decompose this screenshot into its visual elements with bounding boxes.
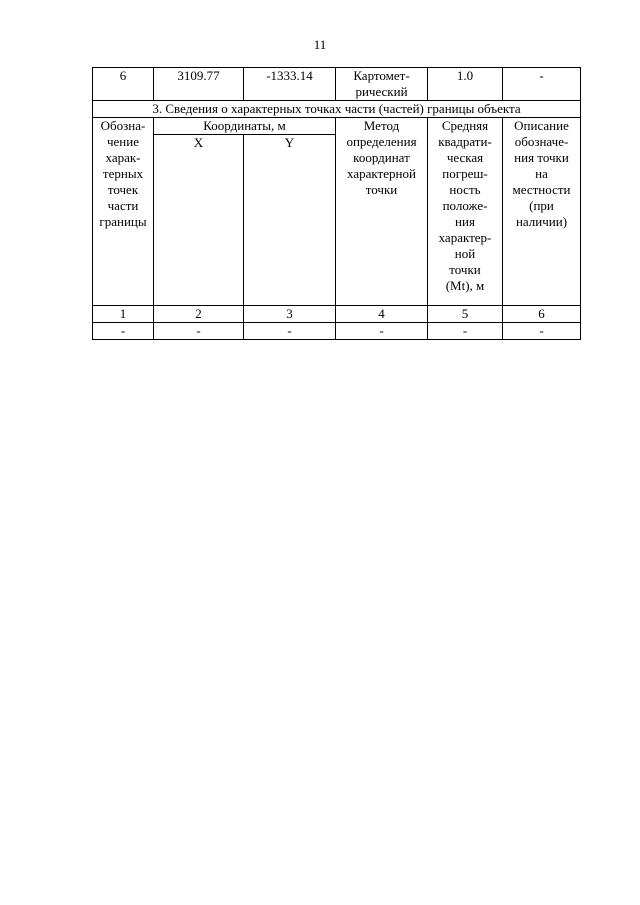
table-cell: - bbox=[503, 323, 581, 340]
table-cell: 6 bbox=[93, 68, 154, 101]
table-cell: - bbox=[503, 68, 581, 101]
boundary-points-table bbox=[92, 67, 581, 340]
header-description: Описание обозначе- ния точки на местности (при наличии) bbox=[503, 118, 581, 306]
table-row bbox=[93, 323, 581, 340]
column-number: 3 bbox=[244, 306, 336, 323]
column-number: 5 bbox=[428, 306, 503, 323]
table-cell: - bbox=[93, 323, 154, 340]
column-number: 6 bbox=[503, 306, 581, 323]
header-method: Метод определения координат характерной точки bbox=[336, 118, 428, 306]
column-number: 2 bbox=[154, 306, 244, 323]
column-number: 4 bbox=[336, 306, 428, 323]
section-title: 3. Сведения о характерных точках части (частей) границы объекта bbox=[93, 101, 581, 118]
page-number: 11 bbox=[313, 37, 327, 52]
table-cell: - bbox=[336, 323, 428, 340]
table-cell: 3109.77 bbox=[154, 68, 244, 101]
table-cell: - bbox=[154, 323, 244, 340]
section-row bbox=[93, 101, 581, 118]
column-number: 1 bbox=[93, 306, 154, 323]
table-row bbox=[93, 68, 581, 101]
table-cell: - bbox=[244, 323, 336, 340]
table-cell: - bbox=[428, 323, 503, 340]
header-x: X bbox=[154, 135, 244, 306]
table-cell: 1.0 bbox=[428, 68, 503, 101]
table-cell: -1333.14 bbox=[244, 68, 336, 101]
column-number-row bbox=[93, 306, 581, 323]
header-point-designation: Обозна- чение харак- терных точек части границы bbox=[93, 118, 154, 306]
header-coordinates: Координаты, м bbox=[154, 118, 336, 135]
header-y: Y bbox=[244, 135, 336, 306]
table-cell: Картомет- рический bbox=[336, 68, 428, 101]
header-row bbox=[93, 118, 581, 135]
header-error: Средняя квадрати- ческая погреш- ность положе- ния характер- ной точки (Mt), м bbox=[428, 118, 503, 306]
